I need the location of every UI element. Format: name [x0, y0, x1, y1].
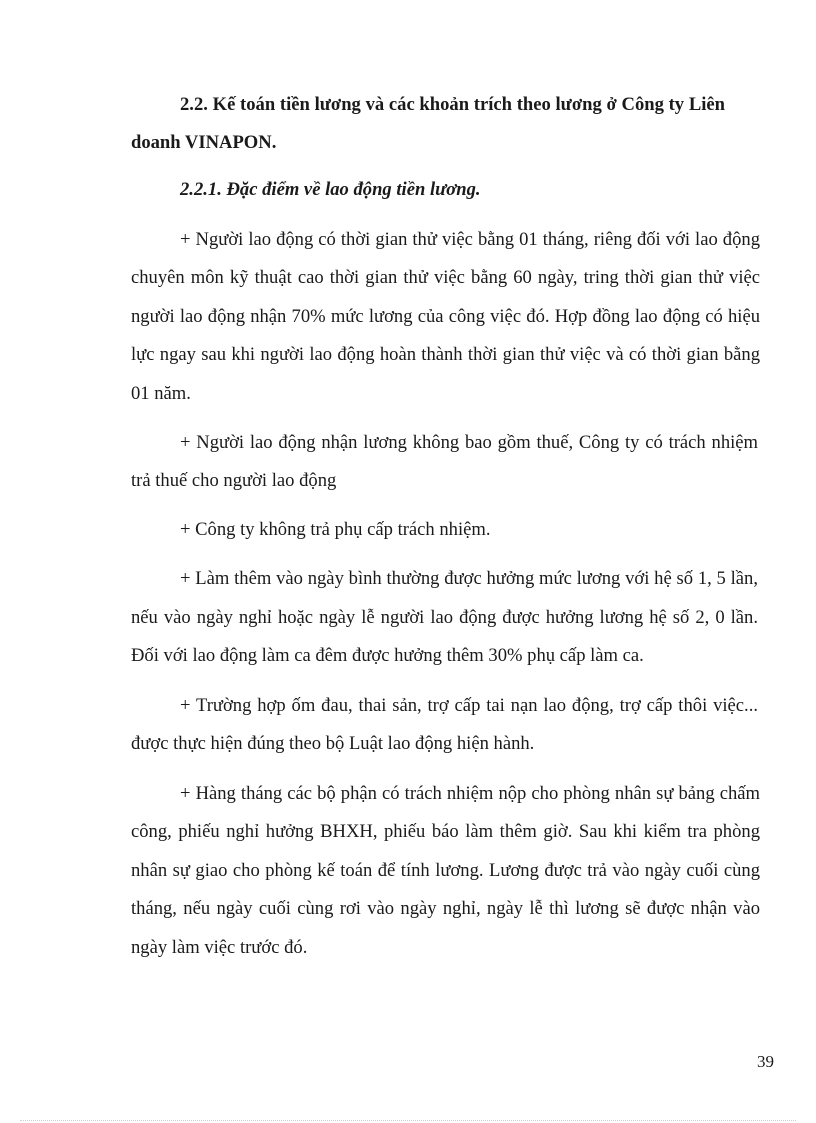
paragraph-1-line-1: + Người lao động có thời gian thử việc bằng 01 tháng, riêng đối với lao động — [180, 229, 760, 250]
subsection-heading: 2.2.1. Đặc điểm về lao động tiền lương. — [180, 179, 481, 200]
paragraph-6-line-2: công, phiếu nghỉ hưởng BHXH, phiếu báo làm thêm giờ. Sau khi kiểm tra phòng — [131, 821, 760, 842]
paragraph-5-line-1: + Trường hợp ốm đau, thai sản, trợ cấp tai nạn lao động, trợ cấp thôi việc... — [180, 695, 758, 716]
paragraph-1-line-5: 01 năm. — [131, 383, 191, 404]
paragraph-6-line-1: + Hàng tháng các bộ phận có trách nhiệm nộp cho phòng nhân sự bảng chấm — [180, 783, 760, 804]
page-number: 39 — [757, 1052, 774, 1071]
paragraph-5-line-2: được thực hiện đúng theo bộ Luật lao động hiện hành. — [131, 733, 535, 754]
section-heading-line-1: 2.2. Kế toán tiền lương và các khoản trích theo lương ở Công ty Liên — [180, 94, 725, 115]
paragraph-4-line-1: + Làm thêm vào ngày bình thường được hưởng mức lương với hệ số 1, 5 lần, — [180, 568, 758, 589]
paragraph-4-line-3: Đối với lao động làm ca đêm được hưởng thêm 30% phụ cấp làm ca. — [131, 645, 644, 666]
paragraph-3-line-1: + Công ty không trả phụ cấp trách nhiệm. — [180, 519, 491, 540]
paragraph-1-line-3: người lao động nhận 70% mức lương của công việc đó. Hợp đồng lao động có hiệu — [131, 306, 760, 327]
paragraph-6-line-3: nhân sự giao cho phòng kế toán để tính lương. Lương được trả vào ngày cuối cùng — [131, 860, 760, 881]
paragraph-1-line-4: lực ngay sau khi người lao động hoàn thành thời gian thử việc và có thời gian bằng — [131, 344, 760, 365]
paragraph-1-line-2: chuyên môn kỹ thuật cao thời gian thử việc bằng 60 ngày, tring thời gian thử việc — [131, 267, 760, 288]
page-bottom-divider — [20, 1120, 796, 1121]
paragraph-2-line-2: trả thuế cho người lao động — [131, 470, 337, 491]
paragraph-6-line-4: tháng, nếu ngày cuối cùng rơi vào ngày nghỉ, ngày lễ thì lương sẽ được nhận vào — [131, 898, 760, 919]
paragraph-4-line-2: nếu vào ngày nghỉ hoặc ngày lễ người lao động được hưởng lương hệ số 2, 0 lần. — [131, 607, 758, 628]
paragraph-6-line-5: ngày làm việc trước đó. — [131, 937, 308, 958]
section-heading-line-2: doanh VINAPON. — [131, 132, 277, 153]
paragraph-2-line-1: + Người lao động nhận lương không bao gồm thuế, Công ty có trách nhiệm — [180, 432, 758, 453]
